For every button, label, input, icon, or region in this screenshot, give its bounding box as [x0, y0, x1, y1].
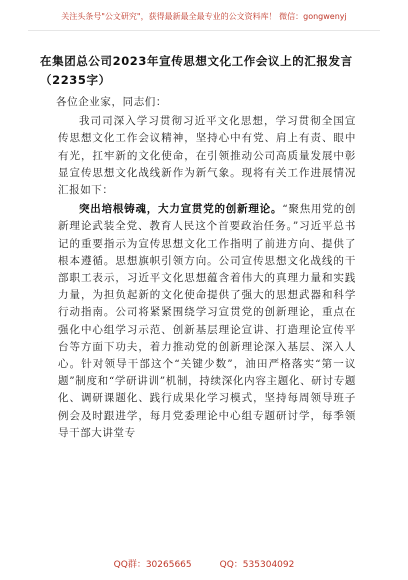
- header-banner: 关注头条号"公文研究"，获得最新最全最专业的公文资料库！ 微信：gongwenyj: [61, 12, 347, 21]
- greeting: 各位企业家，同志们：: [56, 96, 167, 108]
- title-line-2: （2235字）: [40, 73, 111, 87]
- paragraph-body: “聚焦用党的创新理论武装全党、教育人民这个首要政治任务。”习近平总书记的重要指示为宣传思想文化工作指明了前进方向、提供了根本遵循。思想旗帜引领方向。公司宣传思想文化战线的干部职工表示，习近平文化思想蕴含着伟大的真理力量和实践力量，为担负起新的文化使命提供了强大的思想武器和科学行动指南。公司将紧紧围绕学习宣贯党的创新理论，重点在强化中心组学习示范、创新基层理论宣讲、打造理论宣传平台等方面下功夫，着力推动党的创新理论深入基层、深入人心。针对领导干部这个“关键少数”，油田严格落实“第一议题”制度和“学研讲训”机制，持续深化内容主题化、研讨专题化、调研课题化、践行成果化学习模式，坚持每周领导班子例会及时跟进学，每月党委理论中心组专题研讨学，每季领导干部大讲堂专: [58, 203, 356, 439]
- paragraph-theory: [58, 201, 356, 442]
- footer-qq-group: QQ群：30265665: [113, 560, 192, 570]
- header-divider: [28, 30, 380, 31]
- title-line-1: 在集团总公司2023年宣传思想文化工作会议上的汇报发言: [40, 54, 353, 68]
- footer-qq: QQ：535304092: [219, 560, 295, 570]
- paragraph-lead: 突出培根铸魂，大力宣贯党的创新理论。: [79, 203, 283, 216]
- document-title: [40, 52, 356, 90]
- footer-contact: [0, 557, 408, 570]
- paragraph-intro: 我司司深入学习贯彻习近平文化思想，学习贯彻全国宣传思想文化工作会议精神，坚持心中有党、肩上有责、眼中有光，扛牢新的文化使命，在引领推动公司高质量发展中彰显宣传思想文化战线新作为新气象。现将有关工作进展情况汇报如下：: [58, 115, 356, 197]
- document-body: [40, 52, 356, 444]
